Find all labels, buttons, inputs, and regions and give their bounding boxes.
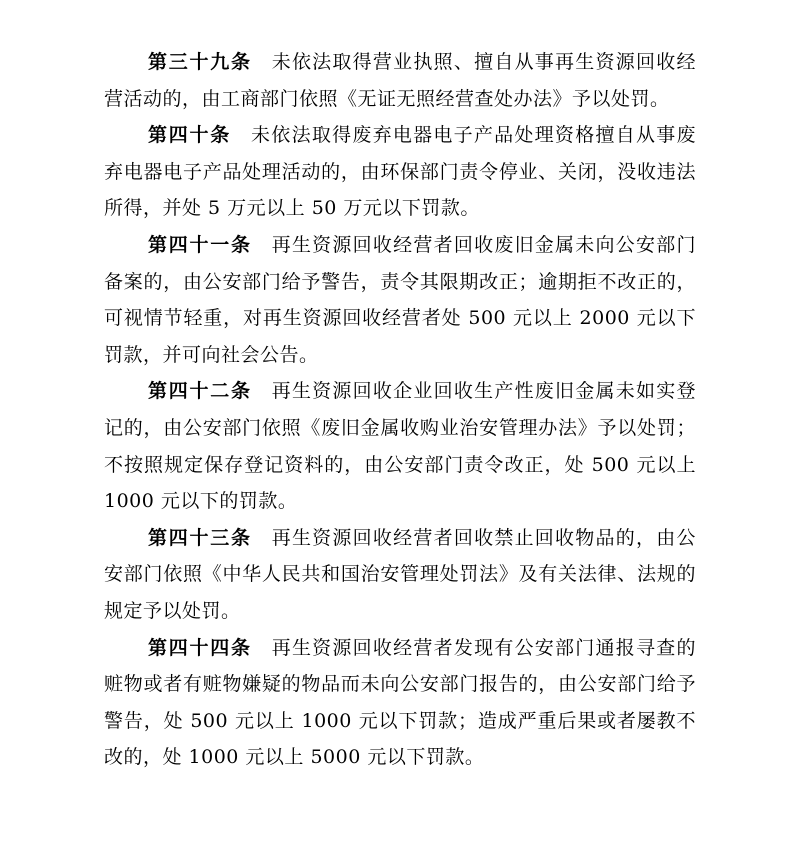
- article-title: 第四十三条: [148, 526, 252, 549]
- article-body: 再生资源回收企业回收生产性废旧金属未如实登记的，由公安部门依照《废旧金属收购业治安管理办法》予以处罚；不按照规定保存登记资料的，由公安部门责令改正，处 500 元以上 1000 元以下的罚款。: [104, 380, 696, 513]
- article-title: 第四十四条: [148, 636, 252, 659]
- article-39: [104, 44, 696, 117]
- article-body: 再生资源回收经营者回收废旧金属未向公安部门备案的，由公安部门给予警告，责令其限期改正；逾期拒不改正的，可视情节轻重，对再生资源回收经营者处 500 元以上 2000 元以下罚款，并可向社会公告。: [104, 233, 696, 366]
- article-40: [104, 117, 696, 227]
- article-42: [104, 373, 696, 519]
- article-title: 第三十九条: [148, 51, 252, 73]
- article-44: [104, 630, 696, 776]
- article-41: [104, 227, 696, 373]
- article-title: 第四十一条: [148, 233, 252, 256]
- document-page: [104, 44, 696, 776]
- article-43: [104, 520, 696, 630]
- article-title: 第四十二条: [148, 380, 252, 403]
- article-body: 未依法取得营业执照、擅自从事再生资源回收经营活动的，由工商部门依照《无证无照经营查处办法》予以处罚。: [104, 51, 696, 110]
- article-title: 第四十条: [148, 124, 232, 147]
- article-body: 再生资源回收经营者回收禁止回收物品的，由公安部门依照《中华人民共和国治安管理处罚法》及有关法律、法规的规定予以处罚。: [104, 526, 696, 622]
- article-body: 再生资源回收经营者发现有公安部门通报寻查的赃物或者有赃物嫌疑的物品而未向公安部门报告的，由公安部门给予警告，处 500 元以上 1000 元以下罚款；造成严重后果或者屡教不改的，处 1000 元以上 5000 元以下罚款。: [104, 636, 696, 769]
- article-body: 未依法取得废弃电器电子产品处理资格擅自从事废弃电器电子产品处理活动的，由环保部门责令停业、关闭，没收违法所得，并处 5 万元以上 50 万元以下罚款。: [104, 124, 696, 220]
